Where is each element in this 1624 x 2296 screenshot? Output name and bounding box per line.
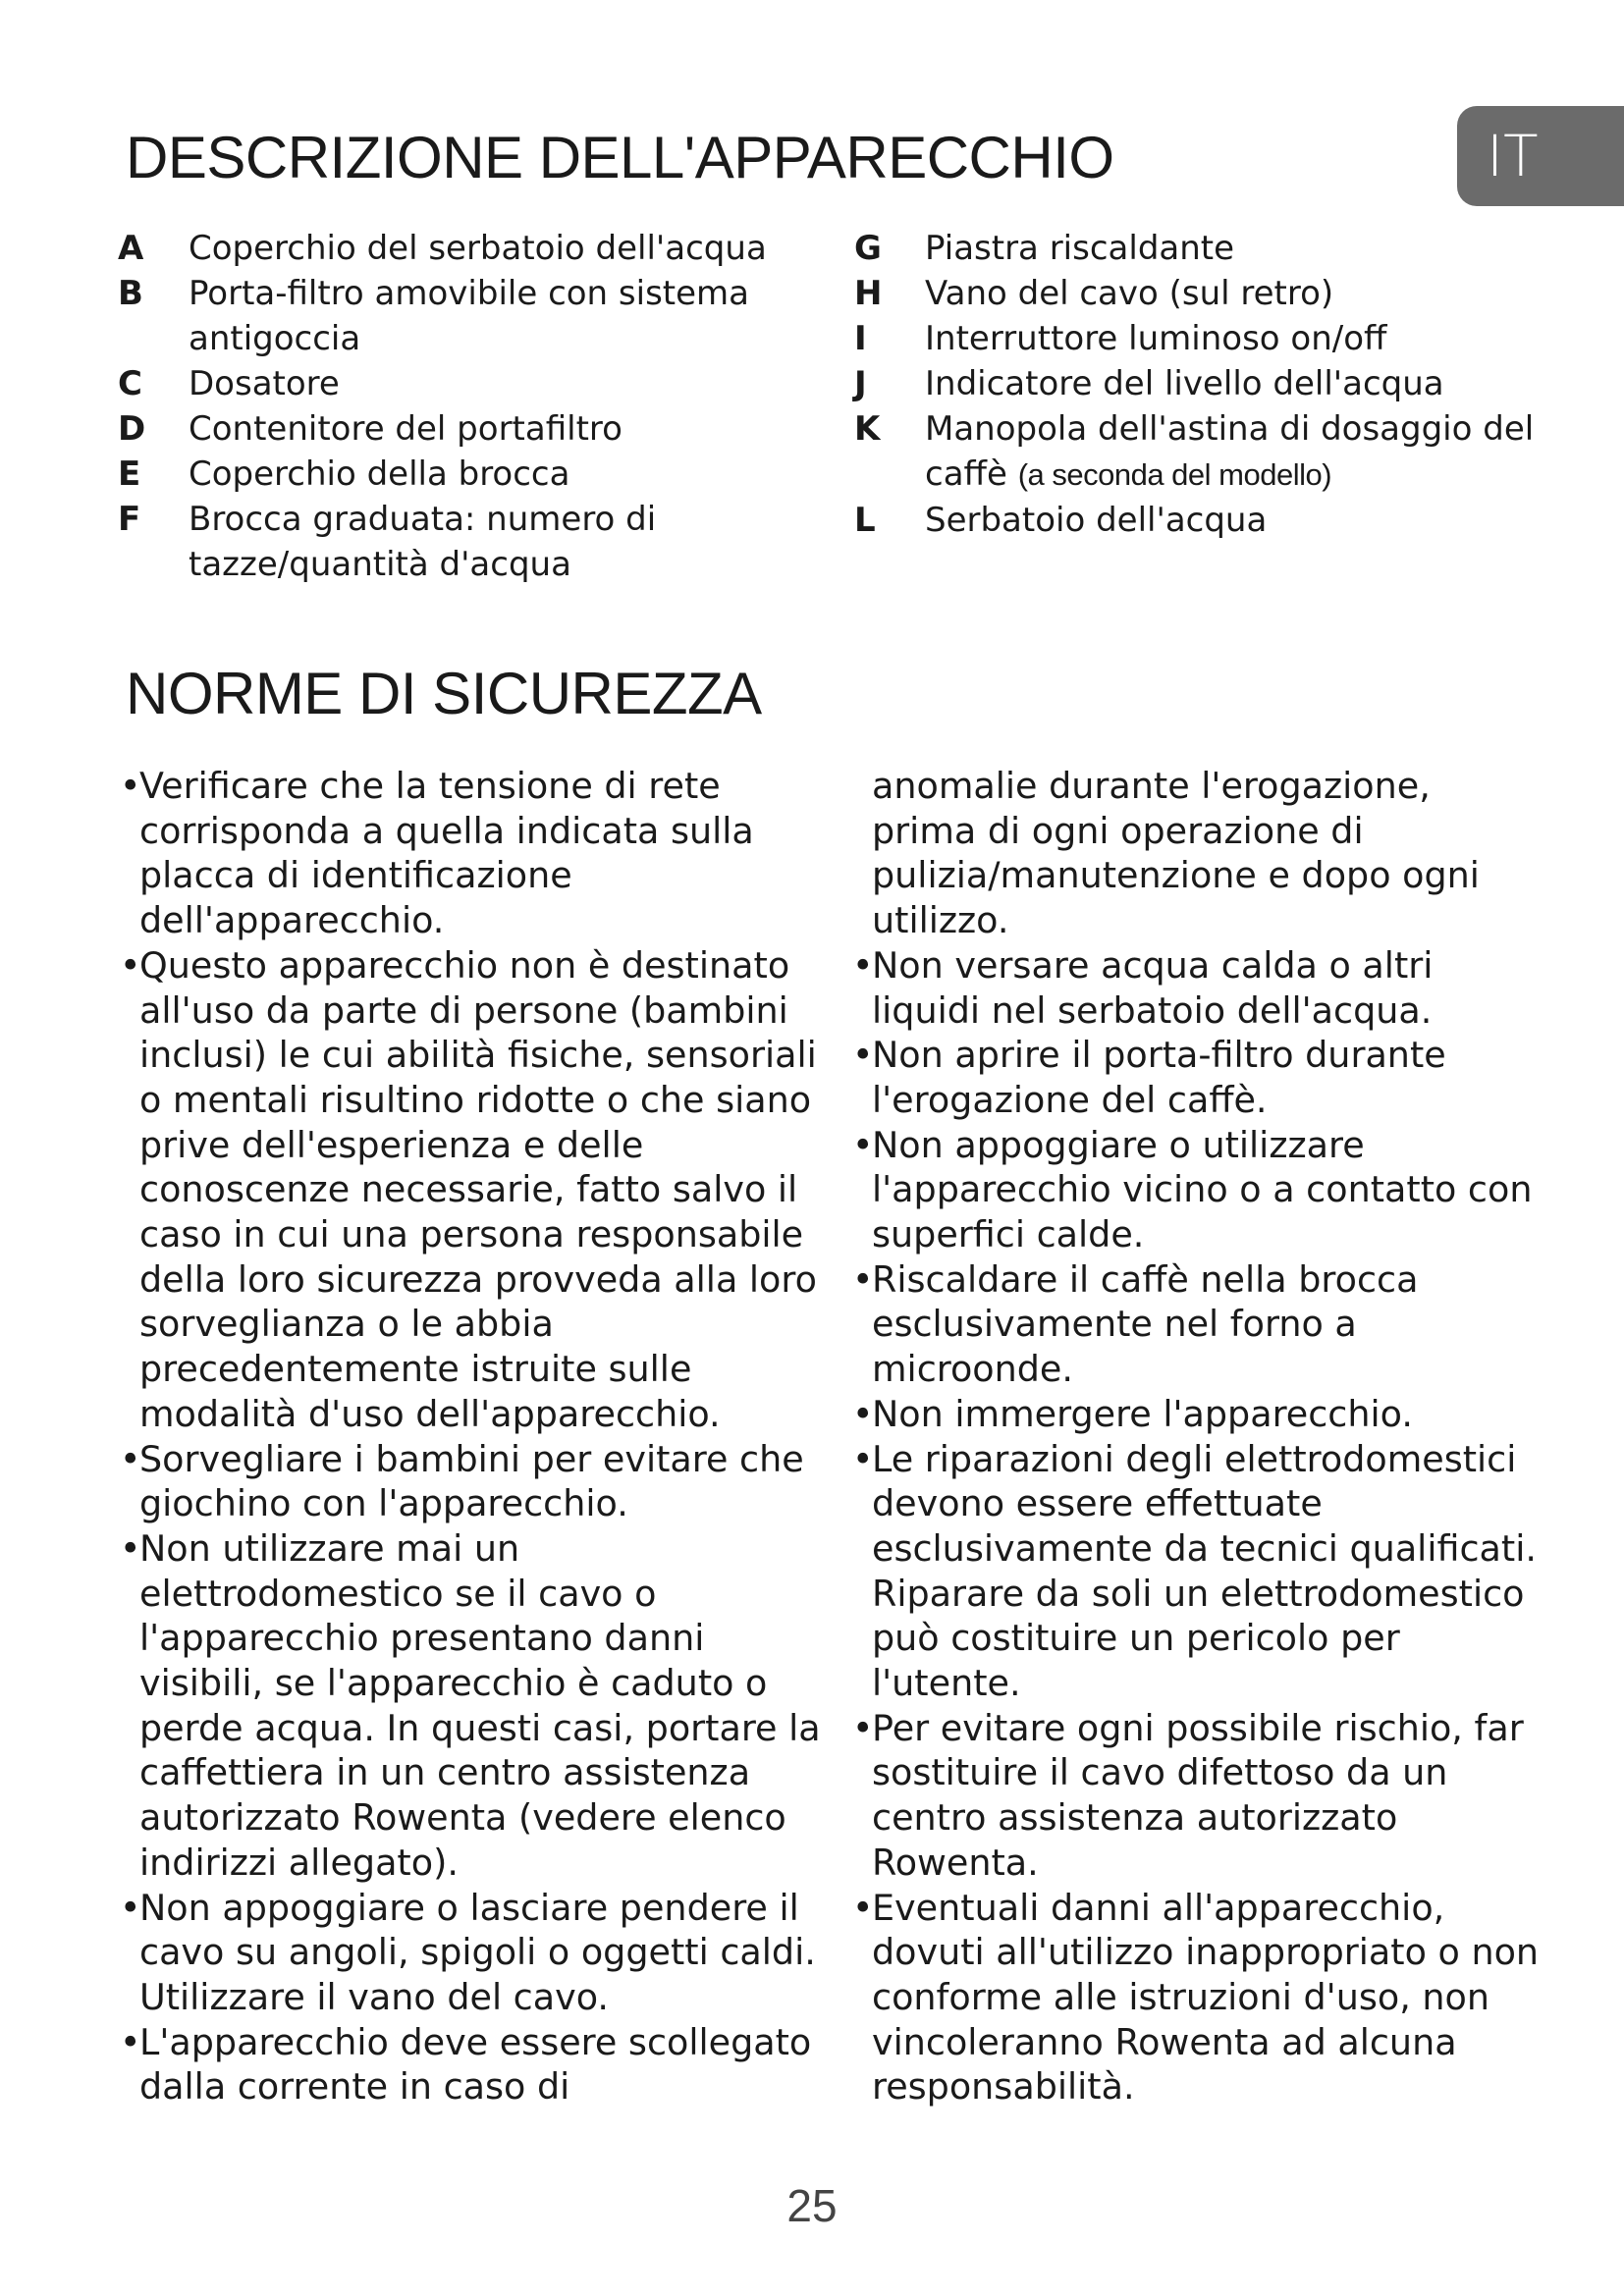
part-letter: I: [854, 319, 867, 358]
part-letter: A: [118, 229, 144, 268]
safety-item-continuation: anomalie durante l'erogazione, prima di ogni operazione di pulizia/manutenzione e dopo ogni utilizzo.: [872, 765, 1480, 942]
safety-item: • Non appoggiare o utilizzare l'apparecchio vicino o a contatto con superfici calde.: [852, 1123, 1540, 1257]
part-letter: H: [854, 274, 883, 313]
safety-column-right: [852, 764, 1540, 2109]
safety-item: • Non utilizzare mai un elettrodomestico se il cavo o l'apparecchio presentano danni visibili, se l'apparecchio è caduto o perde acqua. In questi casi, portare la caffettiera in un centro assistenza autorizzato Rowenta (vedere elenco indirizzi allegato).: [120, 1526, 827, 1886]
safety-item: • Per evitare ogni possibile rischio, far sostituire il cavo difettoso da un centro assistenza autorizzato Rowenta.: [852, 1706, 1540, 1886]
part-item-f: [118, 497, 805, 587]
part-letter: G: [854, 229, 882, 268]
part-item-e: [118, 452, 805, 497]
safety-item: • Riscaldare il caffè nella brocca esclusivamente nel forno a microonde.: [852, 1257, 1540, 1392]
part-text: Vano del cavo (sul retro): [925, 274, 1334, 313]
part-item-j: [854, 361, 1542, 406]
part-item-c: [118, 361, 805, 406]
part-text: Indicatore del livello dell'acqua: [925, 364, 1444, 403]
safety-item: • Non aprire il porta-filtro durante l'erogazione del caffè.: [852, 1033, 1540, 1122]
part-item-l: [854, 498, 1542, 543]
part-text: [925, 406, 1542, 498]
part-text: Coperchio della brocca: [189, 454, 570, 494]
part-text: Contenitore del portafiltro: [189, 409, 623, 449]
part-item-k: [854, 406, 1542, 498]
part-item-b: [118, 271, 805, 361]
part-text: Serbatoio dell'acqua: [925, 501, 1268, 540]
part-text: Brocca graduata: numero di tazze/quantità d'acqua: [189, 500, 657, 584]
parts-list-left: [118, 226, 805, 587]
part-letter: D: [118, 409, 146, 449]
safety-title: NORME DI SICUREZZA: [126, 661, 762, 726]
language-tab: IT: [1457, 106, 1624, 206]
part-text-main: Manopola dell'astina di dosaggio del caffè: [925, 409, 1535, 494]
part-item-d: [118, 406, 805, 452]
safety-column-left: [120, 764, 827, 2109]
safety-item: • Le riparazioni degli elettrodomestici devono essere effettuate esclusivamente da tecnici qualificati. Riparare da soli un elettrodomestico può costituire un pericolo per l'utente.: [852, 1437, 1540, 1706]
part-letter: L: [854, 501, 876, 540]
part-letter: E: [118, 454, 141, 494]
part-text: Coperchio del serbatoio dell'acqua: [189, 229, 767, 268]
part-item-i: [854, 316, 1542, 361]
part-item-g: [854, 226, 1542, 271]
model-note: (a seconda del modello): [1017, 457, 1332, 492]
parts-list-right: [854, 226, 1542, 543]
part-letter: B: [118, 274, 143, 313]
part-text: Interruttore luminoso on/off: [925, 319, 1387, 358]
part-text: Porta-filtro amovibile con sistema antigoccia: [189, 274, 749, 358]
part-letter: F: [118, 500, 141, 539]
description-title: DESCRIZIONE DELL'APPARECCHIO: [126, 125, 1114, 190]
safety-item: • Questo apparecchio non è destinato all'uso da parte di persone (bambini inclusi) le cui abilità fisiche, sensoriali o mentali risultino ridotte o che siano prive dell'esperienza e delle conoscenze necessarie, fatto salvo il caso in cui una persona responsabile della loro sicurezza provveda alla loro sorveglianza o le abbia precedentemente istruite sulle modalità d'uso dell'apparecchio.: [120, 943, 827, 1437]
part-item-h: [854, 271, 1542, 316]
safety-item: • Sorvegliare i bambini per evitare che giochino con l'apparecchio.: [120, 1437, 827, 1526]
part-text: Dosatore: [189, 364, 340, 403]
safety-item: • Eventuali danni all'apparecchio, dovuti all'utilizzo inappropriato o non conforme alle istruzioni d'uso, non vincoleranno Rowenta ad alcuna responsabilità.: [852, 1886, 1540, 2110]
part-letter: C: [118, 364, 142, 403]
page-number: 25: [786, 2180, 838, 2231]
safety-item: • Non appoggiare o lasciare pendere il cavo su angoli, spigoli o oggetti caldi. Utilizzare il vano del cavo.: [120, 1886, 827, 2020]
safety-item: • L'apparecchio deve essere scollegato dalla corrente in caso di: [120, 2020, 827, 2109]
part-letter: J: [854, 364, 867, 403]
safety-item: • Non immergere l'apparecchio.: [852, 1392, 1540, 1437]
safety-item: • Verificare che la tensione di rete corrisponda a quella indicata sulla placca di identificazione dell'apparecchio.: [120, 764, 827, 943]
part-text: Piastra riscaldante: [925, 229, 1235, 268]
safety-item: • Non versare acqua calda o altri liquidi nel serbatoio dell'acqua.: [852, 943, 1540, 1033]
part-letter: K: [854, 409, 881, 449]
part-item-a: [118, 226, 805, 271]
